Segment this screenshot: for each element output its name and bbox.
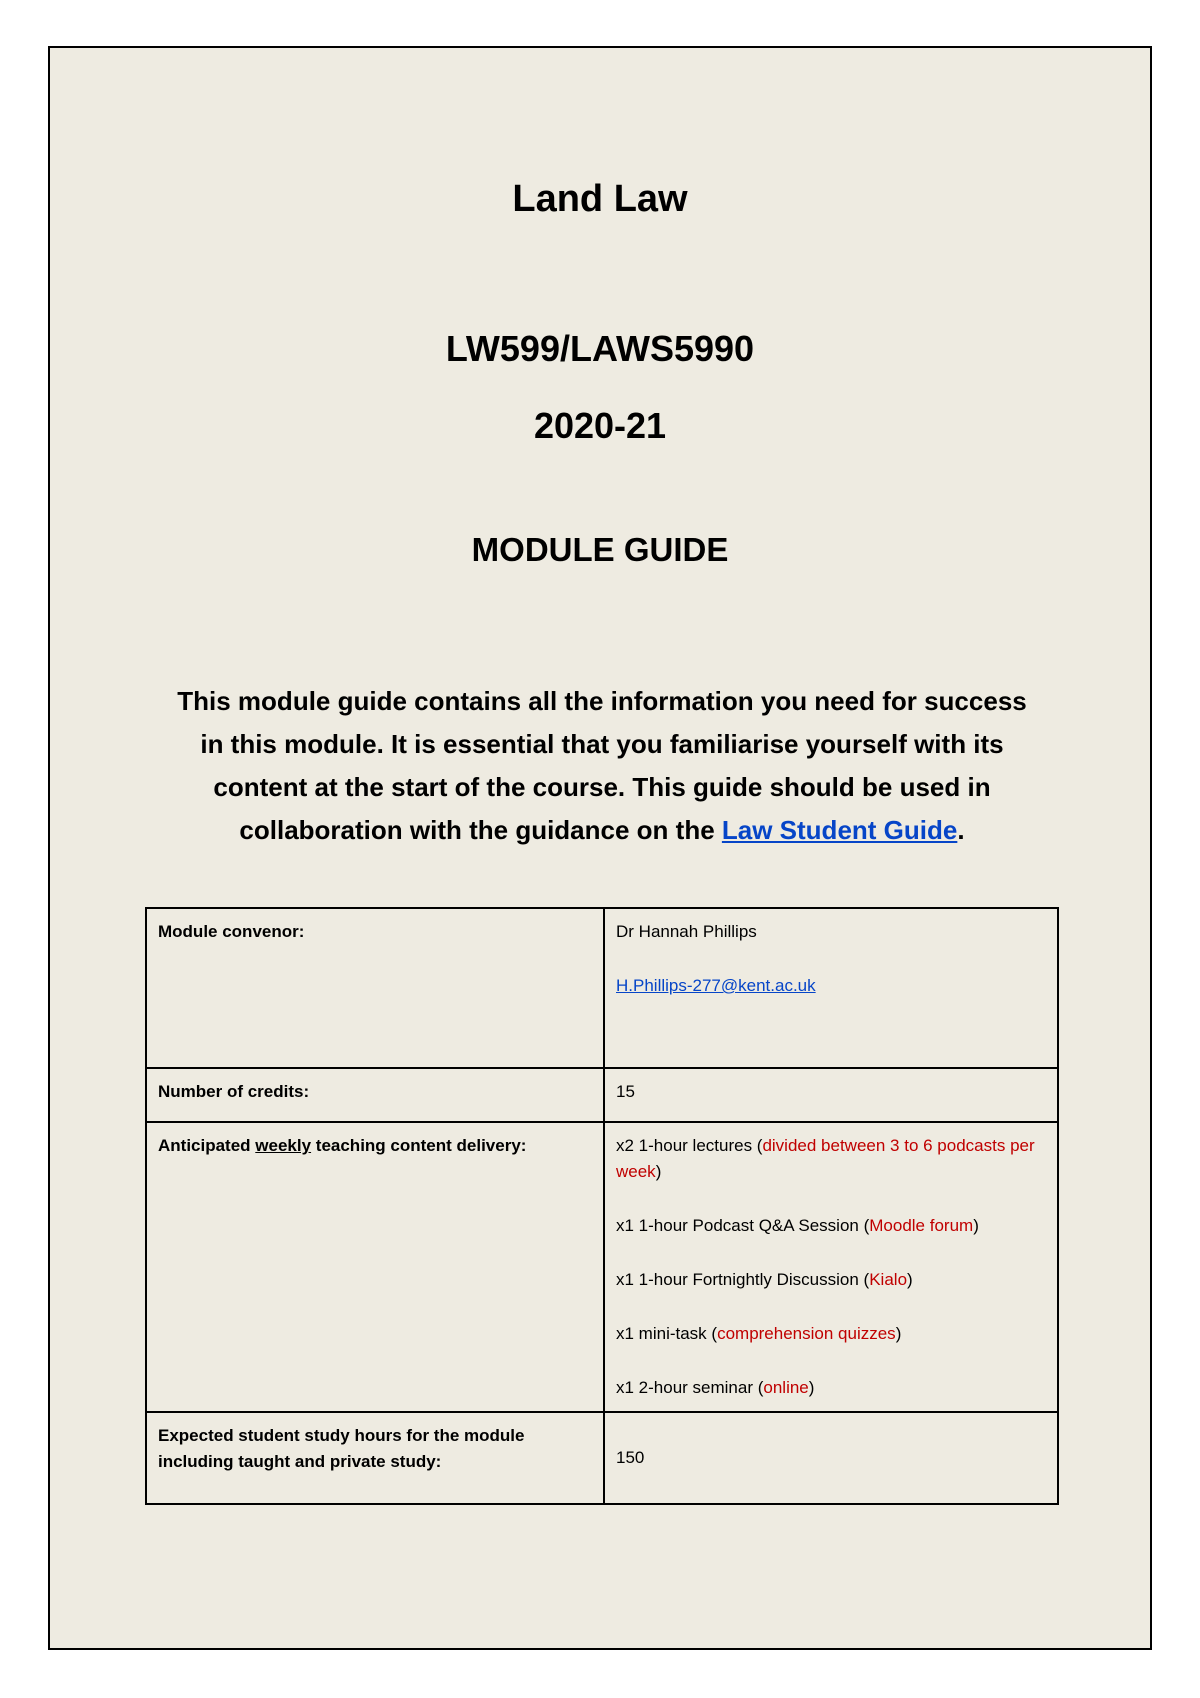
convenor-email-link[interactable]: H.Phillips-277@kent.ac.uk xyxy=(616,976,816,995)
convenor-cell xyxy=(604,908,1058,1068)
convenor-name: Dr Hannah Phillips xyxy=(616,922,757,941)
convenor-label: Module convenor: xyxy=(146,908,604,1068)
delivery-item-prefix: x1 1-hour Fortnightly Discussion ( xyxy=(616,1270,870,1289)
intro-line-4-prefix: collaboration with the guidance on the xyxy=(239,815,722,845)
delivery-item-highlight: divided between 3 to 6 podcasts per week xyxy=(616,1136,1035,1181)
delivery-item-prefix: x2 1-hour lectures ( xyxy=(616,1136,763,1155)
delivery-item-mini-task xyxy=(616,1321,1046,1347)
delivery-item-lectures xyxy=(616,1133,1046,1185)
delivery-item-qa-session xyxy=(616,1213,1046,1239)
intro-line-2: in this module. It is essential that you familiarise yourself with its xyxy=(200,729,1004,759)
intro-line-1: This module guide contains all the information you need for success xyxy=(177,686,1027,716)
academic-year: 2020-21 xyxy=(533,405,667,446)
delivery-item-prefix: x1 mini-task ( xyxy=(616,1324,718,1343)
delivery-item-suffix: ) xyxy=(655,1162,662,1181)
delivery-label-weekly: weekly xyxy=(255,1136,312,1155)
delivery-item-highlight: Kialo xyxy=(869,1270,908,1289)
delivery-item-suffix: ) xyxy=(907,1270,913,1289)
page-frame xyxy=(48,46,1152,1650)
delivery-item-highlight: online xyxy=(763,1378,809,1397)
credits-label: Number of credits: xyxy=(146,1068,604,1122)
module-code: LW599/LAWS5990 xyxy=(445,328,755,369)
credits-value: 15 xyxy=(604,1068,1058,1122)
delivery-cell xyxy=(604,1122,1058,1412)
delivery-label xyxy=(146,1122,604,1412)
table-row-delivery xyxy=(146,1122,1058,1412)
intro-line-3: content at the start of the course. This guide should be used in xyxy=(213,772,991,802)
document-title: Land Law xyxy=(512,178,688,220)
intro-line-4-suffix: . xyxy=(957,815,965,845)
delivery-item-highlight: comprehension quizzes xyxy=(717,1324,896,1343)
delivery-label-post: teaching content delivery: xyxy=(311,1136,527,1155)
study-hours-label: Expected student study hours for the module including taught and private study: xyxy=(146,1412,604,1504)
module-info-table xyxy=(145,907,1059,1505)
delivery-item-discussion xyxy=(616,1267,1046,1293)
delivery-label-pre: Anticipated xyxy=(158,1136,256,1155)
intro-paragraph xyxy=(120,680,1084,852)
delivery-item-highlight: Moodle forum xyxy=(869,1216,974,1235)
delivery-item-prefix: x1 1-hour Podcast Q&A Session ( xyxy=(616,1216,870,1235)
study-hours-value: 150 xyxy=(604,1412,1058,1504)
delivery-item-suffix: ) xyxy=(973,1216,979,1235)
table-row-convenor xyxy=(146,908,1058,1068)
delivery-item-suffix: ) xyxy=(808,1378,815,1397)
delivery-item-prefix: x1 2-hour seminar ( xyxy=(616,1378,764,1397)
table-row-credits xyxy=(146,1068,1058,1122)
delivery-item-suffix: ) xyxy=(895,1324,902,1343)
module-guide-heading: MODULE GUIDE xyxy=(471,531,729,568)
table-row-study-hours xyxy=(146,1412,1058,1504)
intro-line-4 xyxy=(120,809,1084,852)
delivery-item-seminar xyxy=(616,1375,1046,1401)
law-student-guide-link[interactable]: Law Student Guide xyxy=(721,815,958,845)
